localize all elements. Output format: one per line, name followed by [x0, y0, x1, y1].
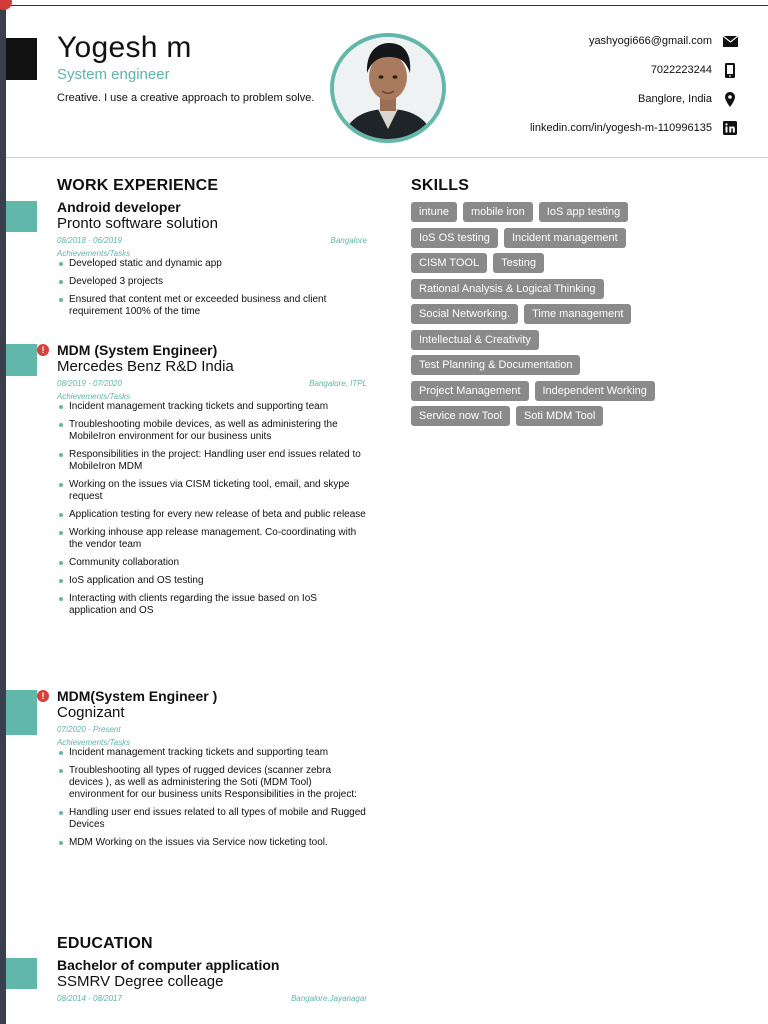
viewer-edge	[0, 0, 6, 1024]
section-title-skills: SKILLS	[411, 177, 470, 194]
alert-icon: !	[37, 690, 49, 702]
job-dates: 08/2018 - 06/2019	[57, 236, 122, 245]
task-item: Responsibilities in the project: Handling user end issues related to MobileIron MDM	[57, 449, 367, 473]
task-item: Handling user end issues related to all types of mobile and Rugged Devices	[57, 807, 367, 831]
skill-tag: Test Planning & Documentation	[411, 355, 580, 375]
task-item: Developed 3 projects	[57, 276, 367, 288]
accent-block	[6, 958, 37, 989]
task-item: Ensured that content met or exceeded business and client requirement 100% of the time	[57, 294, 367, 318]
contact-linkedin-text: linkedin.com/in/yogesh-m-110996135	[529, 122, 712, 134]
education-entry	[57, 957, 367, 1003]
education-degree: Bachelor of computer application	[57, 957, 280, 973]
accent-block	[6, 344, 37, 376]
job-entry	[57, 342, 367, 623]
job-entry	[57, 199, 367, 324]
summary-text: Creative. I use a creative approach to problem solve.	[57, 92, 315, 104]
resume-name: Yogesh m	[57, 31, 192, 64]
envelope-icon	[722, 34, 738, 48]
contact-location-text: Banglore, India	[638, 93, 712, 105]
job-subheading: Achievements/Tasks	[57, 249, 131, 258]
accent-block	[6, 201, 37, 232]
job-role: MDM(System Engineer )	[57, 688, 218, 704]
notification-dot	[0, 0, 12, 10]
skill-tag: Intellectual & Creativity	[411, 330, 539, 350]
section-title-work: WORK EXPERIENCE	[57, 177, 219, 194]
skills-list	[411, 202, 701, 432]
job-meta	[57, 236, 367, 245]
job-location: Bangalore	[330, 236, 367, 245]
contact-phone[interactable]	[418, 63, 738, 77]
task-item: Incident management tracking tickets and supporting team	[57, 401, 367, 413]
education-meta	[57, 994, 367, 1003]
skill-tag: Testing	[493, 253, 544, 273]
skill-tag: Time management	[524, 304, 631, 324]
job-subheading: Achievements/Tasks	[57, 392, 131, 401]
task-item: IoS application and OS testing	[57, 575, 367, 587]
task-list	[57, 258, 367, 318]
job-company: Cognizant	[57, 704, 125, 721]
linkedin-icon	[722, 121, 738, 135]
education-dates: 08/2014 - 08/2017	[57, 994, 122, 1003]
job-meta	[57, 725, 367, 734]
job-title: System engineer	[57, 66, 170, 83]
job-company: Pronto software solution	[57, 215, 218, 232]
job-role: Android developer	[57, 199, 181, 215]
skill-tag: IoS OS testing	[411, 228, 498, 248]
job-location: Bangalore, ITPL	[309, 379, 367, 388]
top-rule	[6, 5, 768, 6]
phone-icon	[722, 63, 738, 77]
contact-email-text: yashyogi666@gmail.com	[588, 35, 712, 47]
job-subheading: Achievements/Tasks	[57, 738, 131, 747]
section-title-education: EDUCATION	[57, 935, 153, 952]
job-meta	[57, 379, 367, 388]
task-item: Working on the issues via CISM ticketing tool, email, and skype request	[57, 479, 367, 503]
contact-linkedin[interactable]	[418, 121, 738, 135]
contact-location	[418, 92, 738, 106]
task-item: Troubleshooting all types of rugged devices (scanner zebra devices ), as well as administering the Soti (MDM Tool) environment for our business units Responsibilities in the project:	[57, 765, 367, 801]
location-pin-icon	[722, 92, 738, 106]
job-company: Mercedes Benz R&D India	[57, 358, 234, 375]
education-location: Bangalore,Jayanagar	[290, 994, 367, 1003]
alert-icon: !	[37, 344, 49, 356]
skill-tag: intune	[411, 202, 457, 222]
header-accent-block	[6, 38, 37, 80]
skill-tag: Social Networking.	[411, 304, 518, 324]
education-school: SSMRV Degree colleage	[57, 973, 224, 990]
task-item: Troubleshooting mobile devices, as well as administering the MobileIron environment for our business units	[57, 419, 367, 443]
skill-tag: Service now Tool	[411, 406, 510, 426]
task-list	[57, 747, 367, 849]
task-item: Community collaboration	[57, 557, 367, 569]
skill-tag: Rational Analysis & Logical Thinking	[411, 279, 604, 299]
skill-tag: Independent Working	[535, 381, 655, 401]
skill-tag: mobile iron	[463, 202, 533, 222]
task-list	[57, 401, 367, 617]
job-dates: 07/2020 - Present	[57, 725, 121, 734]
contact-phone-text: 7022223244	[650, 64, 712, 76]
skill-tag: Incident management	[504, 228, 626, 248]
contact-email[interactable]	[418, 34, 738, 48]
skill-tag: CISM TOOL	[411, 253, 487, 273]
task-item: MDM Working on the issues via Service now ticketing tool.	[57, 837, 367, 849]
task-item: Incident management tracking tickets and supporting team	[57, 747, 367, 759]
job-dates: 08/2019 - 07/2020	[57, 379, 122, 388]
task-item: Working inhouse app release management. Co-coordinating with the vendor team	[57, 527, 367, 551]
job-entry	[57, 688, 367, 855]
skill-tag: Project Management	[411, 381, 529, 401]
accent-block	[6, 690, 37, 735]
header-divider	[6, 157, 768, 158]
task-item: Interacting with clients regarding the issue based on IoS application and OS	[57, 593, 367, 617]
task-item: Application testing for every new release of beta and public release	[57, 509, 367, 521]
job-role: MDM (System Engineer)	[57, 342, 218, 358]
contact-list	[418, 34, 738, 150]
skill-tag: Soti MDM Tool	[516, 406, 603, 426]
task-item: Developed static and dynamic app	[57, 258, 367, 270]
skill-tag: IoS app testing	[539, 202, 628, 222]
